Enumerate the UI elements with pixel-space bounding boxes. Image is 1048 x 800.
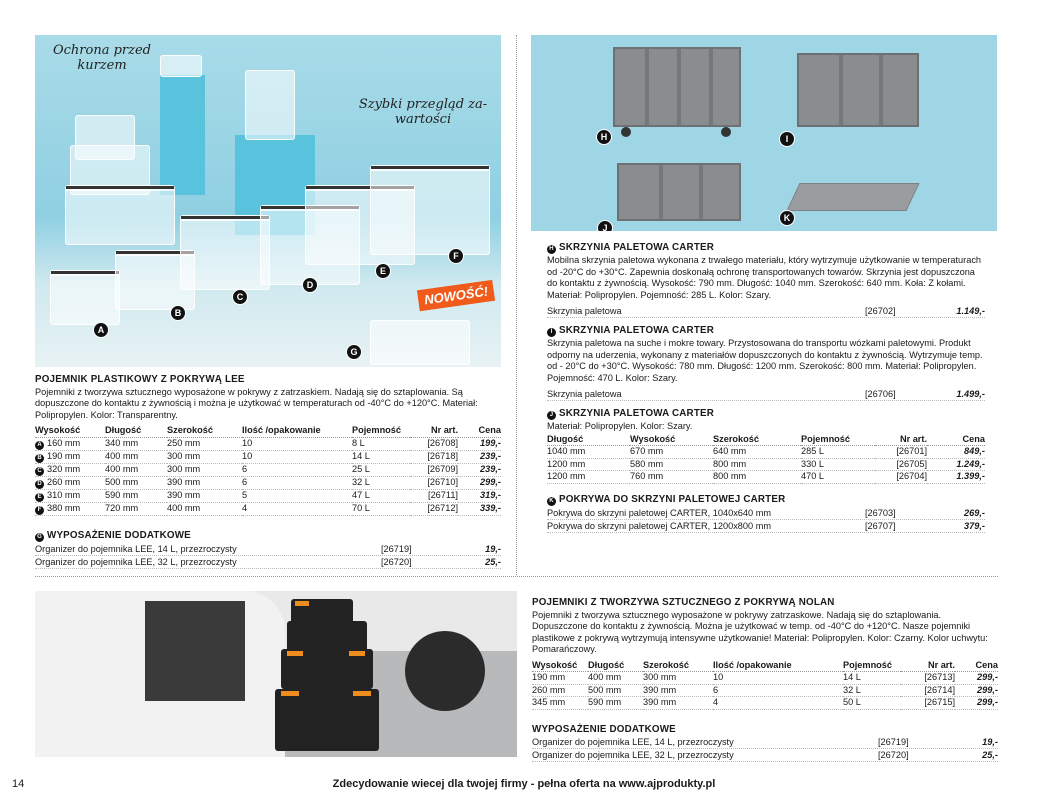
item-name: Organizer do pojemnika LEE, 32 L, przezroczysty: [35, 556, 237, 567]
list-item: [547, 520, 985, 533]
lee-accessories-title: G WYPOSAŻENIE DODATKOWE: [35, 530, 501, 542]
table-cell: 8 L: [352, 437, 410, 450]
row-marker: A: [35, 441, 44, 450]
table-cell: 199,-: [458, 437, 501, 450]
table-cell: 1200 mm: [547, 458, 630, 471]
handle: [353, 691, 371, 696]
lee-description: Pojemniki z tworzywa sztucznego wyposażone w pokrywy z zatrzaskiem. Nadają się do sztaplowania. Są dopuszczone do kontaktu z żywnością i można je użytkować w temperaturach od -40°C do +120°C. Materiał: Polipropylen. Kolor: Transparentny.: [35, 386, 478, 420]
carter-i-title: I SKRZYNIA PALETOWA CARTER: [547, 325, 985, 337]
table-cell: B 190 mm: [35, 450, 105, 463]
table-cell: C 320 mm: [35, 463, 105, 476]
item-price: 269,-: [964, 507, 985, 518]
column-header: Pojemność: [801, 434, 875, 446]
table-cell: [26713]: [901, 672, 955, 685]
wheel: [621, 127, 631, 137]
table-cell: [26712]: [410, 502, 458, 515]
table-cell: 640 mm: [713, 446, 801, 459]
marker-a: A: [93, 322, 109, 338]
item-price: 25,-: [485, 556, 501, 567]
column-header: Długość: [588, 660, 643, 672]
table-cell: 400 mm: [167, 502, 242, 515]
item-number: [26719]: [381, 543, 412, 554]
handle: [281, 691, 299, 696]
table-cell: [26709]: [410, 463, 458, 476]
table-cell: 32 L: [352, 476, 410, 489]
new-badge: NOWOŚĆ!: [417, 280, 495, 311]
column-header: Pojemność: [352, 425, 410, 437]
item-number: [26707]: [865, 520, 896, 531]
table-cell: 4: [713, 697, 843, 710]
table-cell: 400 mm: [588, 672, 643, 685]
van-interior: [145, 601, 245, 701]
table-cell: 340 mm: [105, 437, 167, 450]
note-quick-view: Szybki przegląd za- wartości: [358, 97, 488, 127]
table-cell: 339,-: [458, 502, 501, 515]
item-number: [26703]: [865, 507, 896, 518]
lid-k-image: [786, 183, 919, 211]
lee-product-photo: [35, 35, 501, 367]
table-row: [547, 446, 985, 459]
marker-c: C: [232, 289, 248, 305]
column-header: Cena: [458, 425, 501, 437]
table-row: [35, 476, 501, 489]
marker-j: J: [597, 220, 613, 231]
table-cell: 800 mm: [713, 458, 801, 471]
table-cell: [26711]: [410, 489, 458, 502]
table-cell: D 260 mm: [35, 476, 105, 489]
column-header: Pojemność: [843, 660, 901, 672]
table-cell: 10: [242, 437, 352, 450]
lee-section: [35, 374, 501, 569]
pedestal: [160, 75, 205, 195]
column-header: Szerokość: [643, 660, 713, 672]
carter-h-description: Mobilna skrzynia paletowa wykonana z trwałego materiału, który wytrzymuje użytkowanie w temperaturach od -20°C do +30°C. Zapewnia doskonałą ochronę transportowanych towarów. Skrzynia jest dopuszczona do kontaktu z żywnością. Wysokość: 790 mm. Długość: 1040 mm. Szerokość: 640 mm. Koła: Z kołami. Materiał: Polipropylen. Pojemność: 285 L. Kolor: Szary.: [547, 255, 982, 300]
table-cell: 6: [242, 463, 352, 476]
handle: [349, 651, 365, 656]
handle: [295, 601, 309, 606]
table-cell: E 310 mm: [35, 489, 105, 502]
table-cell: 14 L: [352, 450, 410, 463]
table-cell: [26704]: [875, 471, 927, 484]
column-header: Szerokość: [713, 434, 801, 446]
carter-i-description: Skrzynia paletowa na suche i mokre towary. Przystosowana do transportu wózkami paletowymi. Produkt odporny na uderzenia, wykonany z materiałów dopuszczonych do kontaktu z żywnością. Wytrzymuje temp. od - 20°C do +30°C. Wysokość: 780 mm. Długość: 1200 mm. Szerokość: 800 mm. Materiał: Polipropylen. Pojemność: 470 L. Kolor: Szary.: [547, 338, 983, 383]
table-cell: 345 mm: [532, 697, 588, 710]
table-cell: 580 mm: [630, 458, 713, 471]
table-cell: 500 mm: [105, 476, 167, 489]
list-item: [532, 736, 998, 749]
table-cell: 10: [242, 450, 352, 463]
table-row: [547, 471, 985, 484]
item-number: [26720]: [878, 750, 909, 760]
nolan-product-photo: [35, 591, 517, 757]
item-name: Organizer do pojemnika LEE, 14 L, przezroczysty: [532, 737, 734, 747]
table-cell: 239,-: [458, 450, 501, 463]
item-name: Organizer do pojemnika LEE, 14 L, przezroczysty: [35, 543, 237, 554]
table-cell: 300 mm: [643, 672, 713, 685]
row-marker: D: [35, 480, 44, 489]
nolan-box-image: [275, 689, 379, 751]
table-cell: 299,-: [955, 672, 998, 685]
item-name: Organizer do pojemnika LEE, 32 L, przezroczysty: [532, 750, 734, 760]
item-number: [26719]: [878, 737, 909, 747]
marker-d: D: [302, 277, 318, 293]
table-cell: 760 mm: [630, 471, 713, 484]
list-item: [35, 556, 501, 569]
table-cell: 1.249,-: [927, 458, 985, 471]
table-cell: 250 mm: [167, 437, 242, 450]
column-header: Wysokość: [35, 425, 105, 437]
container-image: [65, 185, 175, 245]
table-cell: 1040 mm: [547, 446, 630, 459]
table-cell: 319,-: [458, 489, 501, 502]
column-header: Wysokość: [630, 434, 713, 446]
handle: [287, 651, 303, 656]
item-name: Pokrywa do skrzyni paletowej CARTER, 1200x800 mm: [547, 520, 771, 531]
column-header: Cena: [927, 434, 985, 446]
marker-k: K: [779, 210, 795, 226]
carter-j-title: J SKRZYNIA PALETOWA CARTER: [547, 408, 985, 420]
item-price: 19,-: [485, 543, 501, 554]
column-header: Nr art.: [410, 425, 458, 437]
table-row: [532, 697, 998, 710]
nolan-section: [532, 597, 998, 762]
column-header: Ilość /opakowanie: [713, 660, 843, 672]
item-price: 25,-: [982, 750, 998, 760]
table-cell: 1.399,-: [927, 471, 985, 484]
crate-j-image: [617, 163, 741, 221]
container-image: [245, 70, 295, 140]
table-cell: 390 mm: [643, 697, 713, 710]
table-cell: 32 L: [843, 684, 901, 697]
table-cell: 190 mm: [532, 672, 588, 685]
marker-g: G: [346, 344, 362, 360]
note-dust-protection: Ochrona przed kurzem: [52, 43, 151, 73]
table-cell: 47 L: [352, 489, 410, 502]
column-header: Długość: [547, 434, 630, 446]
table-cell: 500 mm: [588, 684, 643, 697]
list-item: [532, 749, 998, 762]
table-cell: 330 L: [801, 458, 875, 471]
table-cell: 300 mm: [167, 463, 242, 476]
row-marker: B: [35, 454, 44, 463]
table-cell: 849,-: [927, 446, 985, 459]
nolan-title: POJEMNIKI Z TWORZYWA SZTUCZNEGO Z POKRYWĄ NOLAN: [532, 597, 835, 608]
column-header: Nr art.: [901, 660, 955, 672]
table-cell: 670 mm: [630, 446, 713, 459]
table-cell: 239,-: [458, 463, 501, 476]
table-row: [35, 489, 501, 502]
table-cell: 25 L: [352, 463, 410, 476]
item-name: Pokrywa do skrzyni paletowej CARTER, 1040x640 mm: [547, 507, 771, 518]
table-cell: 390 mm: [643, 684, 713, 697]
table-row: [532, 672, 998, 685]
nolan-table: [532, 660, 998, 710]
table-cell: [26710]: [410, 476, 458, 489]
carter-j-table: [547, 434, 985, 484]
table-cell: 299,-: [458, 476, 501, 489]
table-cell: 720 mm: [105, 502, 167, 515]
crate-h-image: [613, 47, 741, 127]
table-row: [35, 463, 501, 476]
carter-j-description: Materiał: Polipropylen. Kolor: Szary.: [547, 421, 693, 431]
marker-i: I: [779, 131, 795, 147]
row-divider: [35, 576, 998, 577]
crate-i-image: [797, 53, 919, 127]
item-number: [26720]: [381, 556, 412, 567]
table-cell: 1200 mm: [547, 471, 630, 484]
table-cell: 299,-: [955, 684, 998, 697]
carter-product-photo: [531, 35, 997, 231]
table-cell: [26718]: [410, 450, 458, 463]
table-cell: 70 L: [352, 502, 410, 515]
table-cell: F 380 mm: [35, 502, 105, 515]
list-item: [35, 543, 501, 556]
row-marker: E: [35, 493, 44, 502]
nolan-accessories-title: WYPOSAŻENIE DODATKOWE: [532, 723, 676, 735]
carter-h-title: H SKRZYNIA PALETOWA CARTER: [547, 242, 985, 254]
table-cell: A 160 mm: [35, 437, 105, 450]
table-cell: 50 L: [843, 697, 901, 710]
column-header: Długość: [105, 425, 167, 437]
container-image: [160, 55, 202, 77]
carter-section: [547, 242, 985, 533]
nolan-description: Pojemniki z tworzywa sztucznego wyposażone w pokrywy zatrzaskowe. Nadają się do sztaplowania. Dopuszczone do kontaktu z żywnością. Można je użytkować w temp. od -40°C do +120°C. Nasze pojemniki plastikowe z pokrywą wytrzymują intensywne użytkowanie! Materiał: Polipropylen. Kolor: Czarny. Kolor uchwytu: Pomarańczowy.: [532, 609, 988, 654]
table-cell: 285 L: [801, 446, 875, 459]
column-divider: [516, 35, 517, 575]
table-cell: 400 mm: [105, 463, 167, 476]
table-cell: 260 mm: [532, 684, 588, 697]
wheel: [721, 127, 731, 137]
table-row: [35, 450, 501, 463]
lee-table: [35, 425, 501, 516]
table-cell: 5: [242, 489, 352, 502]
list-item: [547, 507, 985, 520]
table-cell: 299,-: [955, 697, 998, 710]
table-row: [547, 458, 985, 471]
table-cell: 14 L: [843, 672, 901, 685]
container-image: [50, 270, 120, 325]
list-item: Skrzynia paletowa [26706] 1.499,-: [547, 389, 985, 399]
container-image: [180, 215, 270, 290]
list-item: Skrzynia paletowa [26702] 1.149,-: [547, 306, 985, 316]
item-price: 19,-: [982, 737, 998, 747]
table-cell: 300 mm: [167, 450, 242, 463]
table-cell: [26714]: [901, 684, 955, 697]
column-header: Szerokość: [167, 425, 242, 437]
table-cell: 800 mm: [713, 471, 801, 484]
table-cell: 4: [242, 502, 352, 515]
organizer-image: [370, 320, 470, 365]
table-cell: 590 mm: [105, 489, 167, 502]
table-row: [35, 437, 501, 450]
footer-text: Zdecydowanie wiecej dla twojej firmy - pełna oferta na www.ajprodukty.pl: [332, 778, 716, 790]
column-header: Nr art.: [875, 434, 927, 446]
lee-title: POJEMNIK PLASTIKOWY Z POKRYWĄ LEE: [35, 374, 245, 385]
marker-h: H: [596, 129, 612, 145]
table-cell: 6: [713, 684, 843, 697]
row-marker: C: [35, 467, 44, 476]
marker-e: E: [375, 263, 391, 279]
table-row: [35, 502, 501, 515]
table-row: [532, 684, 998, 697]
table-cell: 390 mm: [167, 476, 242, 489]
table-cell: [26701]: [875, 446, 927, 459]
table-cell: 590 mm: [588, 697, 643, 710]
carter-k-title: K POKRYWA DO SKRZYNI PALETOWEJ CARTER: [547, 494, 985, 506]
table-cell: 6: [242, 476, 352, 489]
container-image: [370, 165, 490, 255]
table-cell: 470 L: [801, 471, 875, 484]
marker-b: B: [170, 305, 186, 321]
table-cell: 10: [713, 672, 843, 685]
table-cell: 400 mm: [105, 450, 167, 463]
column-header: Wysokość: [532, 660, 588, 672]
van-wheel: [405, 631, 485, 711]
table-cell: [26705]: [875, 458, 927, 471]
item-price: 379,-: [964, 520, 985, 531]
table-cell: [26708]: [410, 437, 458, 450]
marker-f: F: [448, 248, 464, 264]
column-header: Ilość /opakowanie: [242, 425, 352, 437]
table-cell: 390 mm: [167, 489, 242, 502]
column-header: Cena: [955, 660, 998, 672]
row-marker: F: [35, 506, 44, 515]
page-number: 14: [12, 778, 25, 790]
table-cell: [26715]: [901, 697, 955, 710]
